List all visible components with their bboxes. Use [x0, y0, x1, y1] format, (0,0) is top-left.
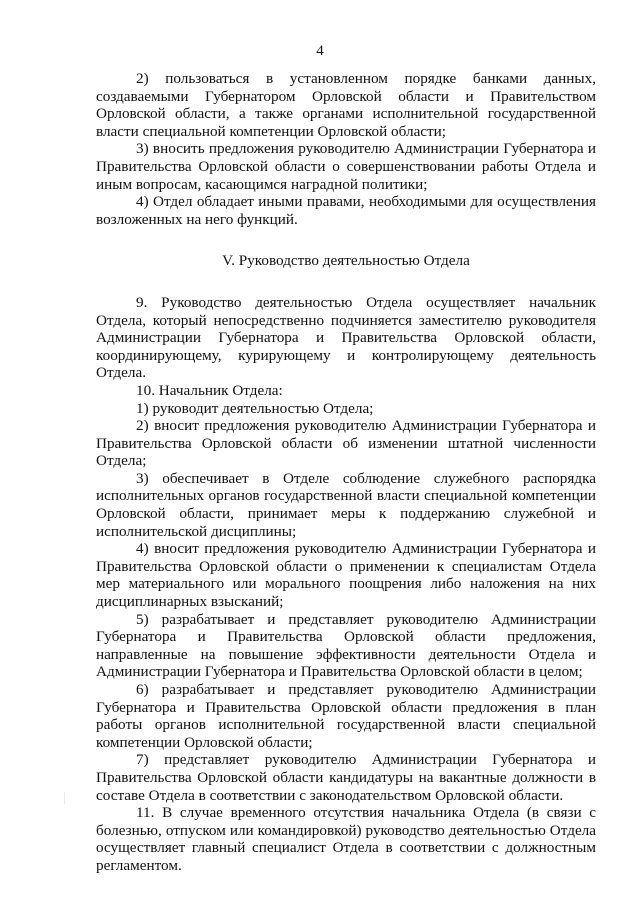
paragraph-right-3: 3) вносить предложения руководителю Администрации Губернатора и Правительства Орловской области о совершенствовании работы Отдела и иным вопросам, касающимся наградной политики;: [96, 140, 596, 193]
margin-mark: [64, 792, 65, 804]
paragraph-duty-1: 1) руководит деятельностью Отдела;: [136, 399, 374, 417]
page-number: 4: [316, 43, 324, 59]
paragraph-item-10: 10. Начальник Отдела:: [136, 381, 283, 399]
paragraph-duty-4: 4) вносит предложения руководителю Администрации Губернатора и Правительства Орловской области о применении к специалистам Отдела мер материального или морального поощрения либо наложения на них дисциплинарных взысканий;: [96, 540, 596, 611]
paragraph-duty-7: 7) представляет руководителю Администрации Губернатора и Правительства Орловской области кандидатуры на вакантные должности в составе Отдела в соответствии с законодательством Орловской области.: [96, 751, 596, 804]
paragraph-duty-5: 5) разрабатывает и представляет руководителю Администрации Губернатора и Правительства Орловской области предложения, направленные на повышение эффективности деятельности Отдела и Администрации Губернатора и Правительства Орловской области в целом;: [96, 610, 596, 681]
document-body: [96, 70, 596, 875]
paragraph-item-11: 11. В случае временного отсутствия начальника Отдела (в связи с болезнью, отпуском или командировкой) руководство деятельностью Отдела осуществляет главный специалист Отдела в соответствии с должностным регламентом.: [96, 804, 596, 874]
paragraph-right-4: 4) Отдел обладает иными правами, необходимыми для осуществления возложенных на него функций.: [96, 193, 596, 228]
paragraph-duty-2: 2) вносит предложения руководителю Администрации Губернатора и Правительства Орловской области об изменении штатной численности Отдела;: [96, 417, 596, 470]
paragraph-duty-6: 6) разрабатывает и представляет руководителю Администрации Губернатора и Правительства Орловской области предложения в план работы органов исполнительной государственной власти специальной компетенции Орловской области;: [96, 681, 596, 751]
paragraph-item-9: 9. Руководство деятельностью Отдела осуществляет начальник Отдела, который непосредственно подчиняется заместителю руководителя Администрации Губернатора и Правительства Орловской области, координирующему, курирующему и контролирующему деятельность Отдела.: [96, 293, 596, 382]
section-heading: V. Руководство деятельностью Отдела: [222, 252, 470, 270]
paragraph-duty-3: 3) обеспечивает в Отделе соблюдение служебного распорядка исполнительных органов государственной власти специальной компетенции Орловской области, принимает меры к поддержанию служебной и исполнительской дисциплины;: [96, 469, 596, 540]
paragraph-right-2: 2) пользоваться в установленном порядке банками данных, создаваемыми Губернатором Орловской области и Правительством Орловской области, а также органами исполнительной государственной власти специальной компетенции Орловской области;: [96, 70, 596, 140]
